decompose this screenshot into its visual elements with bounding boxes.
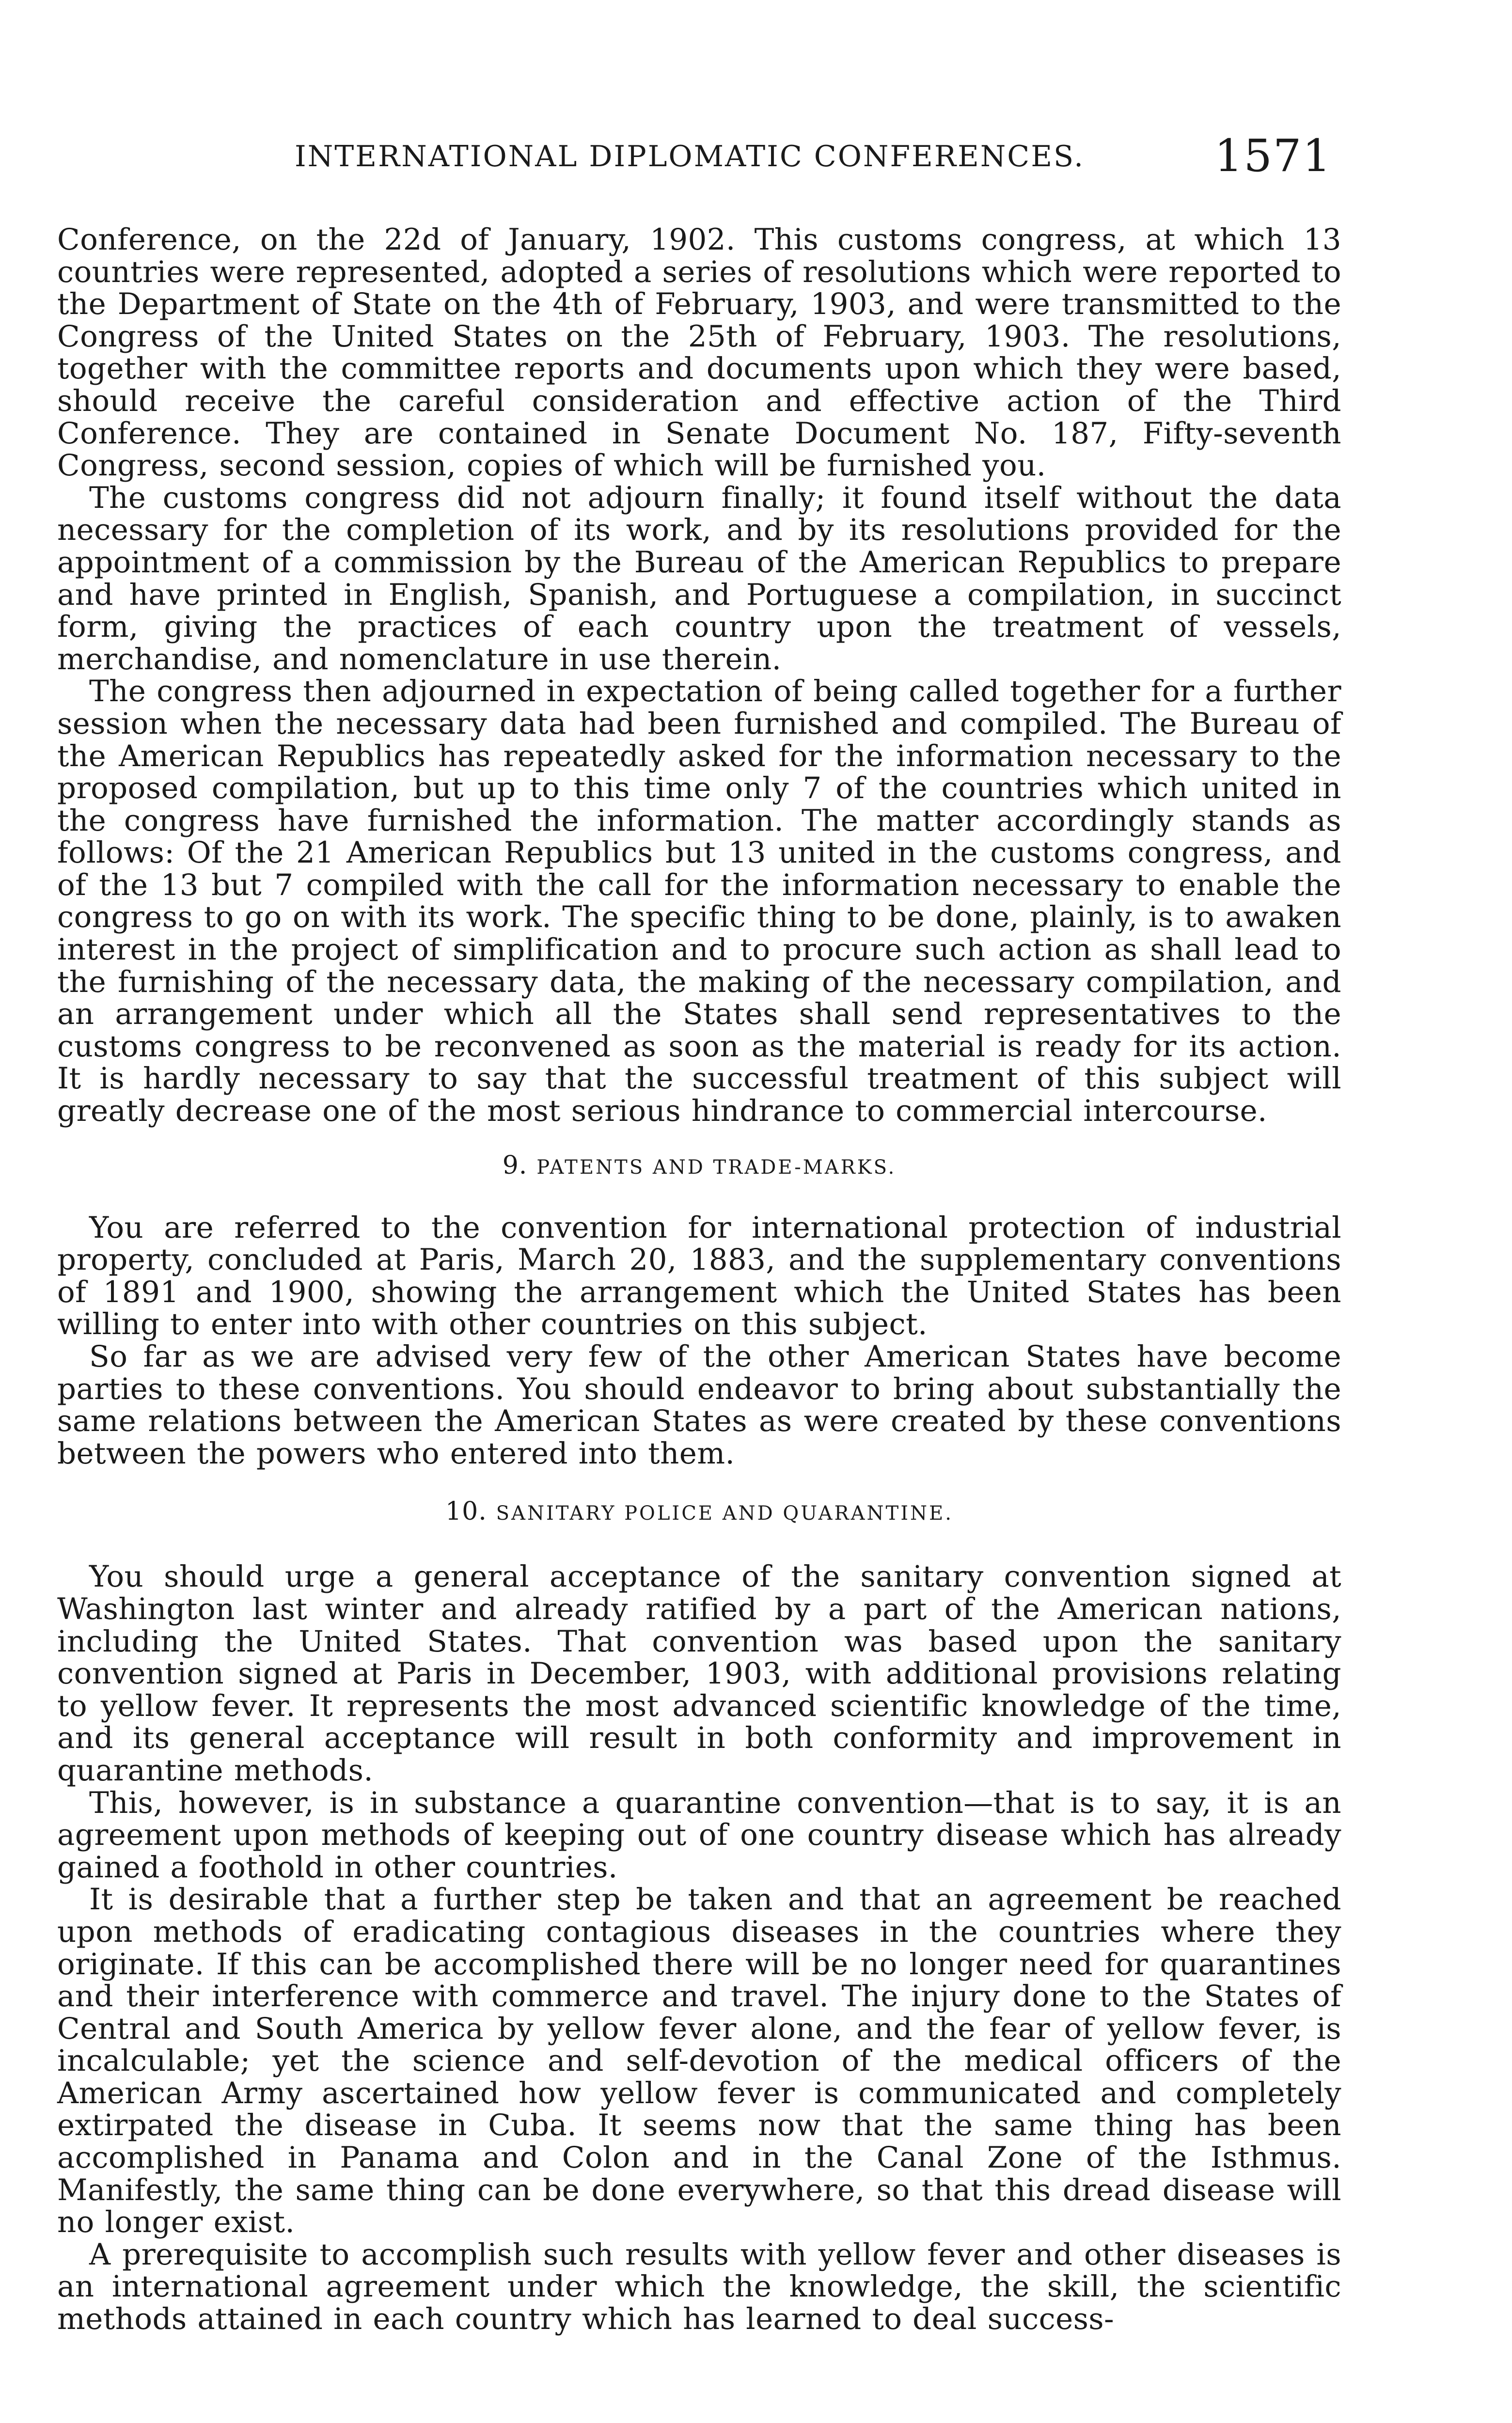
section-number: 9. <box>502 1150 528 1180</box>
section-heading-sanitary <box>57 1497 1341 1526</box>
paragraph: The customs congress did not adjourn finally; it found itself without the data necessary for the completion of its work, and by its resolutions provided for the appointment of a commission by the Bureau of the American Republics to prepare and have printed in English, Spanish, and Portuguese a compilation, in succinct form, giving the practices of each country upon the treatment of vessels, merchandise, and nomenclature in use therein. <box>57 480 1341 677</box>
page-number: 1571 <box>1214 130 1332 182</box>
section-number: 10. <box>445 1497 487 1526</box>
paragraph: Conference, on the 22d of January, 1902. This customs congress, at which 13 countries were represented, adopted a series of resolutions which were reported to the Department of State on the 4th of February, 1903, and were transmitted to the Congress of the United States on the 25th of February, 1903. The resolutions, together with the committee reports and documents upon which they were based, should receive the careful consideration and effective action of the Third Conference. They are contained in Senate Document No. 187, Fifty-seventh Congress, second session, copies of which will be furnished you. <box>57 222 1341 483</box>
paragraph: So far as we are advised very few of the other American States have become parties to these conventions. You should endeavor to bring about substantially the same relations between the American States as were created by these conventions between the powers who entered into them. <box>57 1339 1341 1471</box>
paragraph: It is desirable that a further step be taken and that an agreement be reached upon methods of eradicating contagious diseases in the countries where they originate. If this can be accomplished there will be no longer need for quarantines and their interference with commerce and travel. The injury done to the States of Central and South America by yellow fever alone, and the fear of yellow fever, is incalculable; yet the science and self-devotion of the medical officers of the American Army ascertained how yellow fever is communicated and completely extirpated the disease in Cuba. It seems now that the same thing has been accomplished in Panama and Colon and in the Canal Zone of the Isthmus. Manifestly, the same thing can be done everywhere, so that this dread disease will no longer exist. <box>57 1882 1341 2240</box>
running-title: INTERNATIONAL DIPLOMATIC CONFERENCES. <box>295 140 1085 173</box>
running-header <box>57 130 1341 188</box>
document-page <box>57 0 1341 2423</box>
paragraph: A prerequisite to accomplish such results with yellow fever and other diseases is an international agreement under which the knowledge, the skill, the scientific methods attained in each country which has learned to deal success- <box>57 2237 1341 2337</box>
section-title: PATENTS AND TRADE-MARKS. <box>536 1156 897 1179</box>
body-text <box>57 224 1341 2336</box>
paragraph: You should urge a general acceptance of the sanitary convention signed at Washington last winter and already ratified by a part of the American nations, including the United States. That convention was based upon the sanitary convention signed at Paris in December, 1903, with additional provisions relating to yellow fever. It represents the most advanced scientific knowledge of the time, and its general acceptance will result in both conformity and improvement in quarantine methods. <box>57 1559 1341 1788</box>
paragraph: The congress then adjourned in expectation of being called together for a further session when the necessary data had been furnished and compiled. The Bureau of the American Republics has repeatedly asked for the information necessary to the proposed compilation, but up to this time only 7 of the countries which united in the congress have furnished the information. The matter accordingly stands as follows: Of the 21 American Republics but 13 united in the customs congress, and of the 13 but 7 compiled with the call for the information necessary to enable the congress to go on with its work. The specific thing to be done, plainly, is to awaken interest in the project of simplification and to procure such action as shall lead to the furnishing of the necessary data, the making of the necessary compilation, and an arrangement under which all the States shall send representatives to the customs congress to be reconvened as soon as the material is ready for its action. It is hardly necessary to say that the successful treatment of this subject will greatly decrease one of the most serious hindrance to commercial intercourse. <box>57 674 1341 1129</box>
section-heading-patents <box>57 1151 1341 1180</box>
paragraph: This, however, is in substance a quarantine convention—that is to say, it is an agreement upon methods of keeping out of one country disease which has already gained a foothold in other countries. <box>57 1785 1341 1885</box>
section-title: SANITARY POLICE AND QUARANTINE. <box>496 1502 953 1525</box>
paragraph: You are referred to the convention for international protection of industrial property, concluded at Paris, March 20, 1883, and the supplementary conventions of 1891 and 1900, showing the arrangement which the United States has been willing to enter into with other countries on this subject. <box>57 1210 1341 1342</box>
